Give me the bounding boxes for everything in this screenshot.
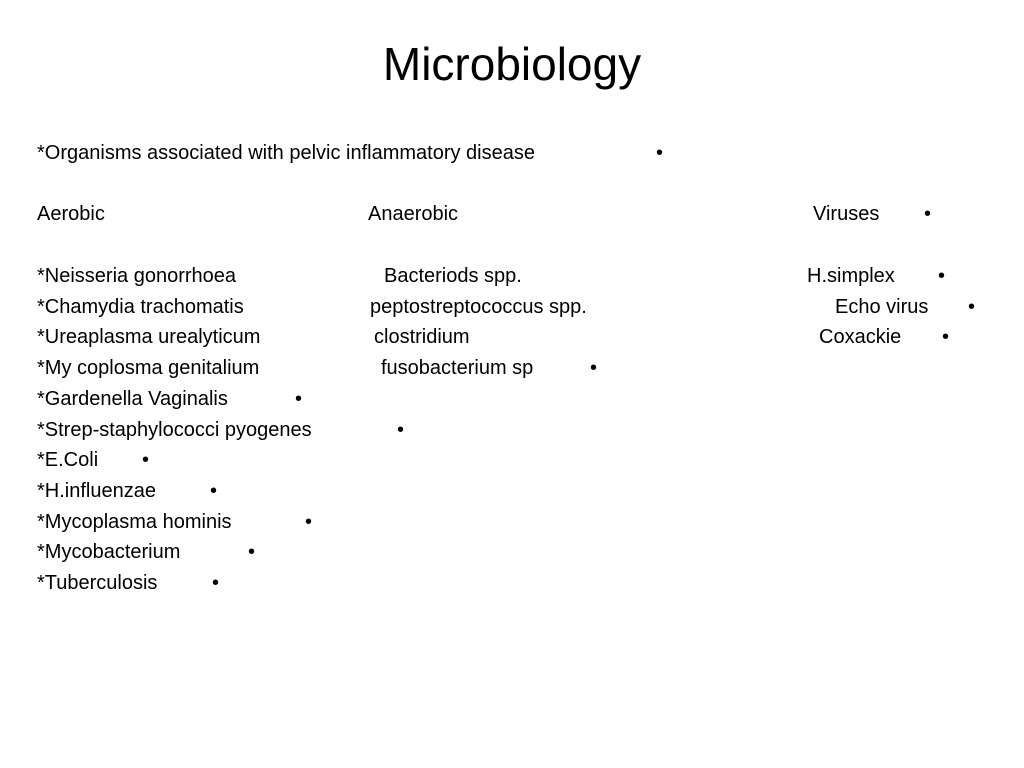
viruses-heading: Viruses: [813, 203, 880, 225]
aerobic-item: *Gardenella Vaginalis: [37, 388, 228, 410]
aerobic-item: *Mycobacterium: [37, 541, 181, 563]
aerobic-item: *Mycoplasma hominis: [37, 511, 232, 533]
bullet-icon: •: [142, 449, 150, 471]
bullet-icon: •: [942, 326, 950, 348]
virus-item: Echo virus: [835, 296, 929, 318]
aerobic-item: *Strep-staphylococci pyogenes: [37, 419, 312, 441]
bullet-icon: •: [248, 541, 256, 563]
aerobic-heading: Aerobic: [37, 203, 105, 225]
aerobic-item: *Chamydia trachomatis: [37, 296, 244, 318]
aerobic-item: *Neisseria gonorrhoea: [37, 265, 237, 287]
aerobic-item: *E.Coli: [37, 449, 99, 471]
virus-item: H.simplex: [807, 265, 895, 287]
subtitle-text: *Organisms associated with pelvic inflammatory disease: [37, 142, 535, 164]
anaerobic-item: Bacteriods spp.: [384, 265, 522, 287]
aerobic-item: *My coplosma genitalium: [37, 357, 260, 379]
anaerobic-item: peptostreptococcus spp.: [370, 296, 587, 318]
bullet-icon: •: [397, 419, 405, 441]
anaerobic-item: fusobacterium sp: [381, 357, 534, 379]
aerobic-item: *Tuberculosis: [37, 572, 158, 594]
anaerobic-item: clostridium: [374, 326, 470, 348]
aerobic-item: *H.influenzae: [37, 480, 156, 502]
anaerobic-heading: Anaerobic: [368, 203, 459, 225]
bullet-icon: •: [212, 572, 220, 594]
bullet-icon: •: [968, 296, 976, 318]
bullet-icon: •: [590, 357, 598, 379]
bullet-icon: •: [210, 480, 218, 502]
bullet-icon: •: [305, 511, 313, 533]
bullet-icon: •: [656, 142, 664, 164]
bullet-icon: •: [938, 265, 946, 287]
slide-title: Microbiology: [382, 38, 642, 90]
bullet-icon: •: [295, 388, 303, 410]
virus-item: Coxackie: [819, 326, 902, 348]
bullet-icon: •: [924, 203, 932, 225]
aerobic-item: *Ureaplasma urealyticum: [37, 326, 261, 348]
